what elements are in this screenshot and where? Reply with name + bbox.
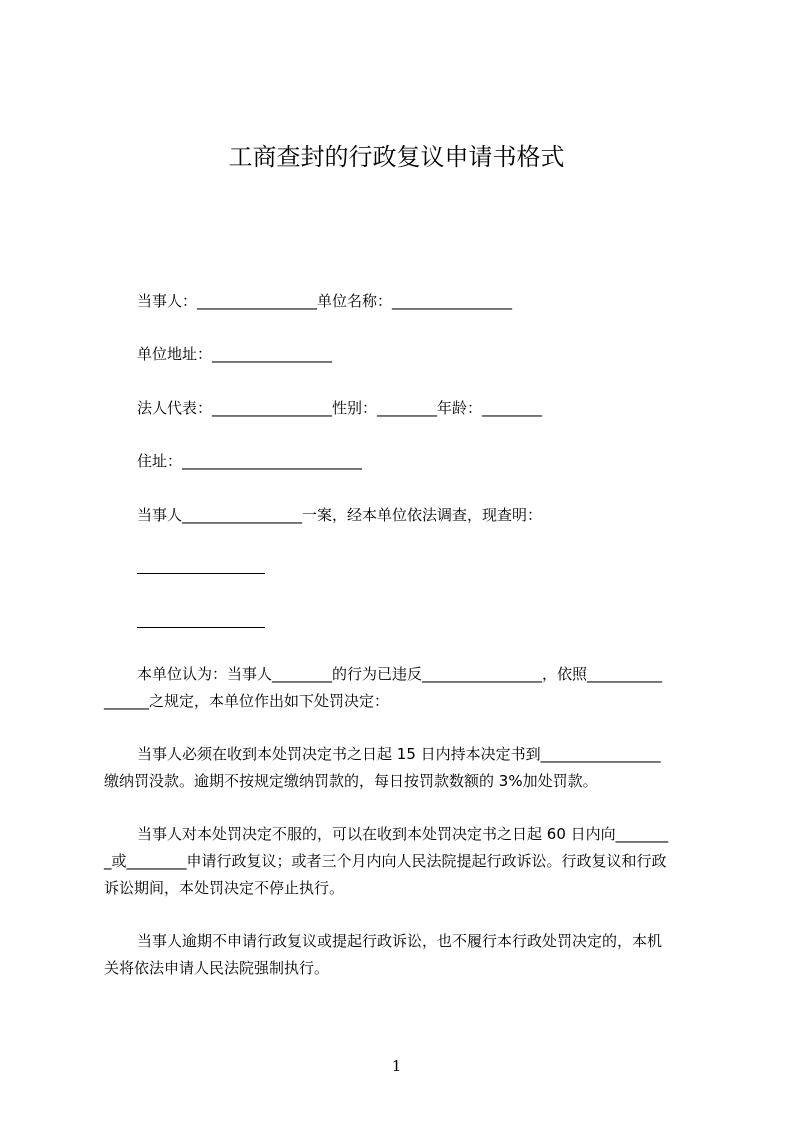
paragraph-line: 本单位认为：当事人________的行为已违反________________，依照__________ xyxy=(137,665,663,683)
paragraph-line: 缴纳罚没款。逾期不按规定缴纳罚款的，每日按罚款数额的 3%加处罚款。 xyxy=(104,772,598,790)
legal-representative-field: 法人代表：________________性别：________年龄：________ xyxy=(137,399,543,417)
findings-blank-line xyxy=(137,627,265,628)
findings-blank-line xyxy=(137,573,265,574)
party-name-field: 当事人：________________单位名称：________________ xyxy=(137,292,513,310)
case-findings-intro: 当事人________________一案，经本单位依法调查，现查明： xyxy=(137,506,543,524)
document-title: 工商查封的行政复议申请书格式 xyxy=(228,143,565,171)
paragraph-line: 当事人对本处罚决定不服的，可以在收到本处罚决定书之日起 60 日内向_______ xyxy=(137,825,669,843)
page-number: 1 xyxy=(391,1057,402,1075)
paragraph-line: 当事人逾期不申请行政复议或提起行政诉讼，也不履行本行政处罚决定的，本机 xyxy=(137,932,663,950)
paragraph-line: 当事人必须在收到本处罚决定书之日起 15 日内持本决定书到________________ xyxy=(137,745,661,763)
residence-address-field: 住址：________________________ xyxy=(137,452,363,470)
paragraph-line: 关将依法申请人民法院强制执行。 xyxy=(104,959,330,977)
paragraph-line: _或________申请行政复议；或者三个月内向人民法院提起行政诉讼。行政复议和行政 xyxy=(104,852,667,870)
paragraph-line: ______之规定，本单位作出如下处罚决定： xyxy=(104,692,390,710)
unit-address-field: 单位地址：________________ xyxy=(137,345,333,363)
paragraph-line: 诉讼期间，本处罚决定不停止执行。 xyxy=(104,879,345,897)
